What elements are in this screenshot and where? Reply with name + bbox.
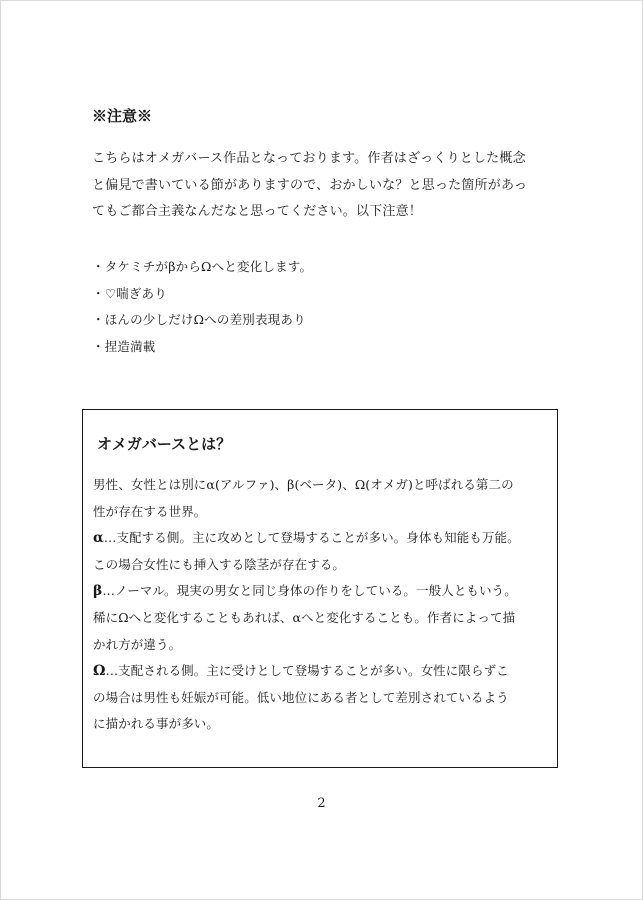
beta-text: …ノーマル。現実の男女と同じ身体の作りをしている。一般人ともいう。 — [102, 583, 517, 599]
box-body — [93, 472, 553, 738]
box-title: オメガバースとは？ — [97, 435, 232, 453]
omega-text-continued: の場合は男性も妊娠が可能。低い地位にある者として差別されているよう — [93, 689, 509, 705]
bullet-item: ・捏造満載 — [92, 338, 156, 354]
intro-line: こちらはオメガバース作品となっております。作者はざっくりとした概念 — [92, 151, 526, 166]
alpha-definition — [93, 525, 553, 552]
alpha-symbol: α — [93, 530, 104, 547]
bullet-item: ・♡喘ぎあり — [92, 285, 167, 301]
alpha-text: …支配する側。主に攻めとして登場することが多い。身体も知能も万能。 — [103, 530, 520, 546]
box-intro-line: 男性、女性とは別にα(アルファ)、β(ベータ)、Ω(オメガ)と呼ばれる第二の — [93, 477, 514, 492]
page-number: 2 — [317, 796, 326, 811]
omega-text: …支配される側。主に受けとして登場することが多い。女性に限らずこ — [105, 663, 509, 679]
notice-bullet-list — [92, 254, 562, 360]
beta-text-continued: かれ方が違う。 — [93, 636, 182, 652]
beta-symbol: β — [93, 583, 103, 600]
beta-text-continued: 稀にΩへと変化することもあれば、αへと変化することも。作者によって描 — [93, 609, 516, 625]
alpha-text-continued: この場合女性にも挿入する陰茎が存在する。 — [93, 556, 346, 572]
omega-symbol: Ω — [93, 663, 106, 680]
beta-definition — [93, 578, 553, 605]
omegaverse-explanation-box — [82, 409, 558, 768]
bullet-item: ・ほんの少しだけΩへの差別表現あり — [92, 312, 306, 327]
intro-line: と偏見で書いている節がありますので、おかしいな？と思った箇所があっ — [92, 177, 528, 193]
omega-text-continued: に描かれる事が多い。 — [93, 716, 220, 732]
bullet-item: ・タケミチがβからΩへと変化します。 — [92, 259, 313, 274]
box-intro-line: 性が存在する世界。 — [93, 503, 207, 519]
notice-heading: ※注意※ — [92, 107, 153, 125]
omega-definition — [93, 658, 553, 685]
notice-intro — [92, 146, 562, 226]
intro-line: てもご都合主義なんだなと思ってください。以下注意！ — [92, 204, 423, 219]
